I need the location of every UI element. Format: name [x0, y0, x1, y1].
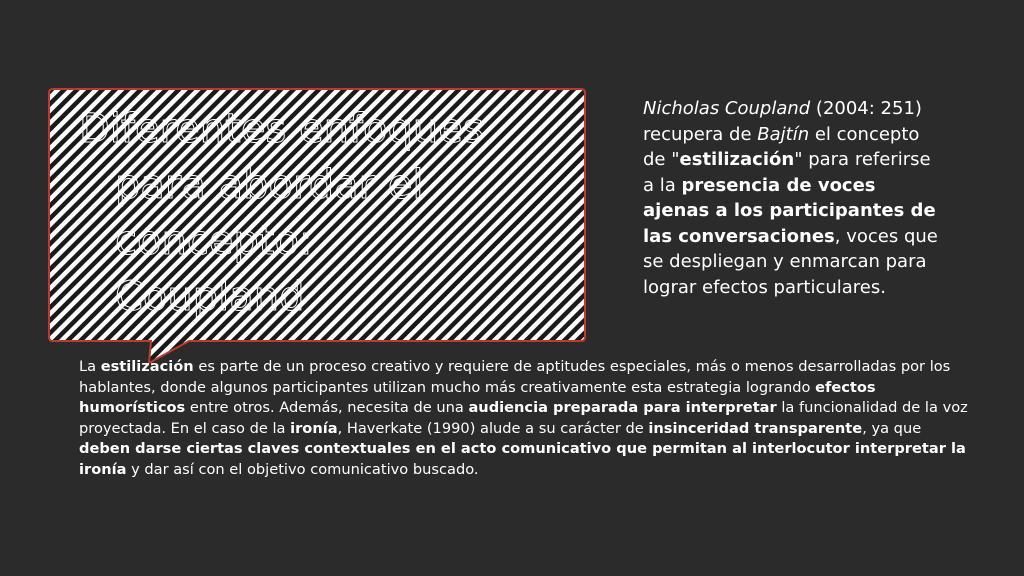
title-line-3: concepto: — [115, 218, 313, 264]
bajtin-name: Bajtín — [757, 123, 810, 145]
slide-title — [79, 101, 549, 325]
estilizacion-term: estilización — [679, 149, 795, 170]
bold-term: ironía — [290, 419, 338, 437]
text-run: , voces que se despliegan y enmarcan para lograr efectos particulares. — [643, 225, 938, 298]
bold-term: audiencia preparada para interpretar — [468, 399, 777, 417]
bold-term: deben darse ciertas claves contextuales en el acto comunicativo que permitan al interlocutor interpretar la ironía — [79, 440, 966, 478]
title-line-2: para abordar el — [115, 162, 424, 208]
bold-term: efectos humorísticos — [79, 378, 876, 417]
text-run: , Haverkate (1990) alude a su carácter de — [337, 419, 649, 437]
bold-term: estilización — [100, 358, 194, 375]
presencia-phrase: presencia de voces ajenas a los participantes de las conversaciones — [643, 174, 936, 247]
body-paragraph — [79, 357, 969, 481]
text-run: (2004: 251) recupera de — [643, 98, 922, 145]
coupland-paragraph — [643, 96, 943, 300]
title-callout — [49, 89, 585, 341]
bold-term: insinceridad transparente — [648, 419, 863, 437]
text-run: la funcionalidad de la voz proyectada. En el caso de la — [79, 399, 968, 437]
text-run: entre otros. Además, necesita de una — [185, 399, 469, 417]
text-run: " para referirse a la — [643, 149, 931, 196]
text-run: y dar así con el objetivo comunicativo buscado. — [126, 460, 479, 478]
text-run: el concepto de " — [643, 123, 920, 170]
text-run: , ya que — [862, 419, 922, 437]
text-run: es parte de un proceso creativo y requiere de aptitudes especiales, más o menos desarrolladas por los hablantes, donde algunos participantes utilizan mucho más creativamente esta estrategia logrando — [79, 358, 951, 396]
title-line-4: Coupland — [115, 274, 305, 320]
text-run: La — [79, 358, 101, 375]
author-name: Nicholas Coupland — [643, 98, 811, 119]
title-line-1: Diferentes enfoques — [79, 106, 484, 152]
